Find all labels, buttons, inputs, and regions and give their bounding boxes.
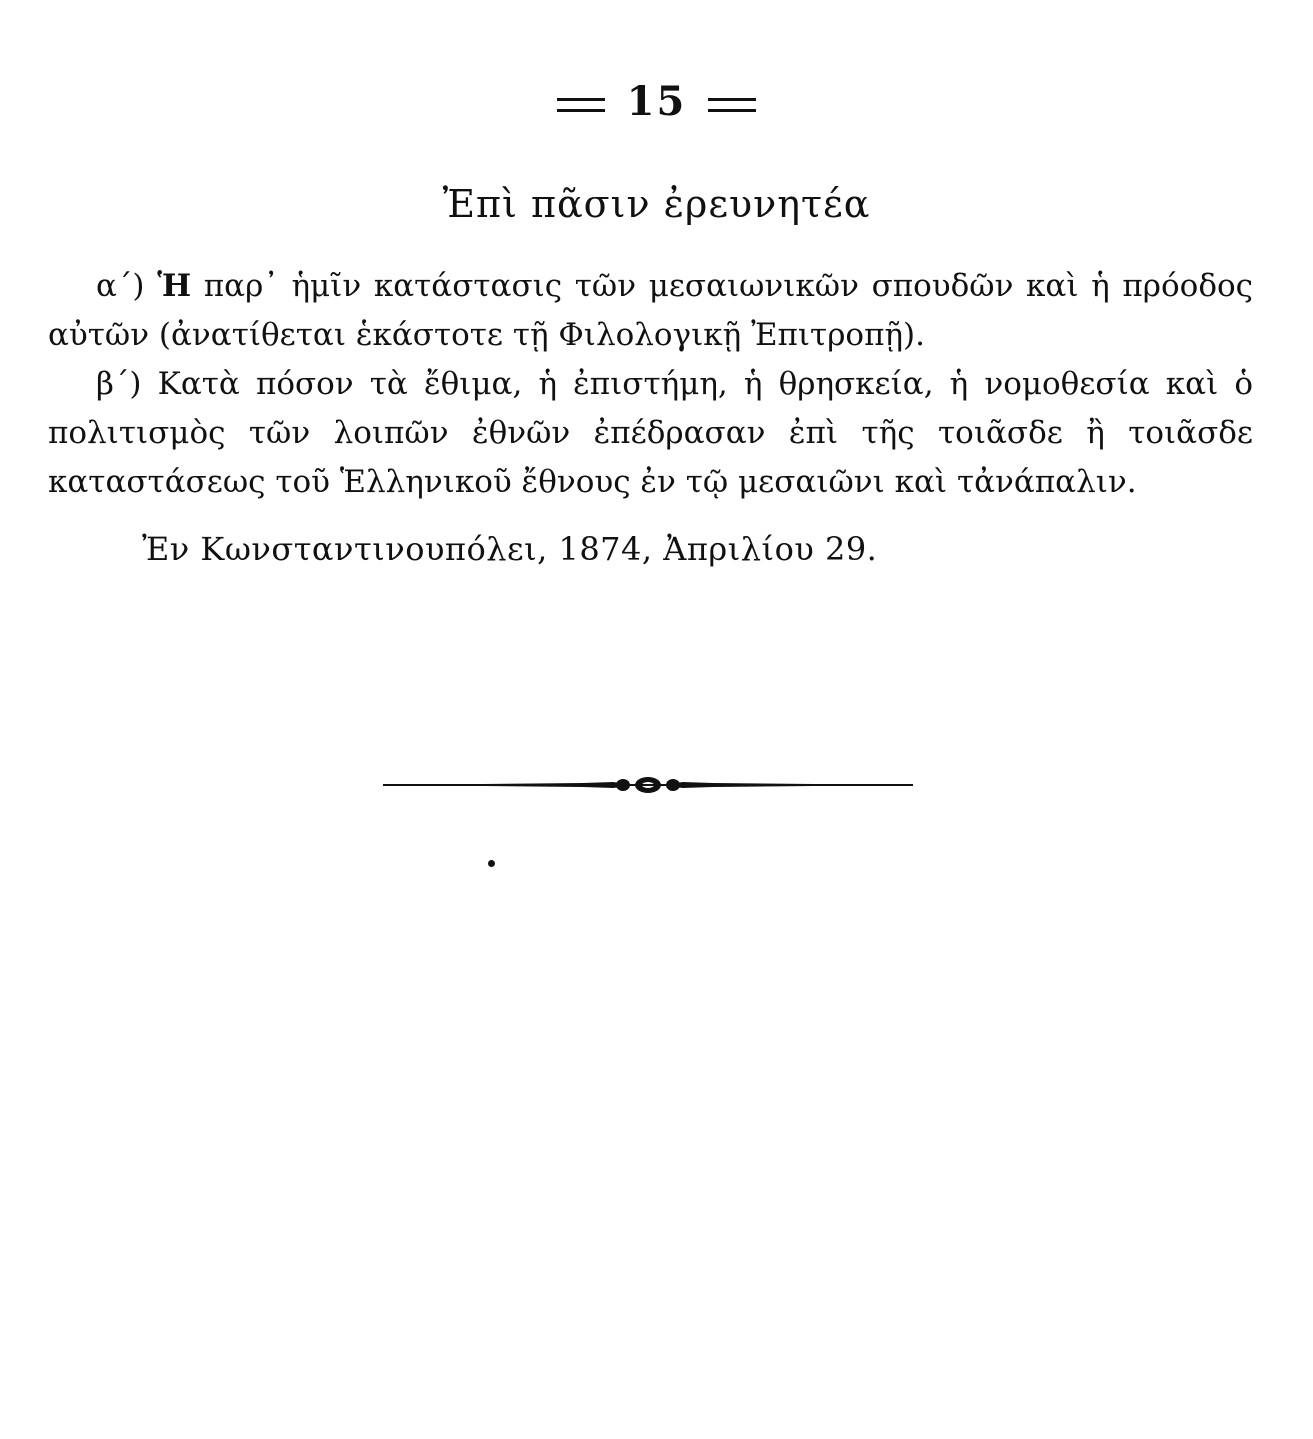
- list-marker: β΄): [96, 366, 142, 402]
- list-item-text: παρ᾽ ἡμῖν κατάστασις τῶν μεσαιωνικῶν σπουδῶν καὶ ἡ πρόοδος αὐτῶν (ἀνατίθεται ἑκάστοτε τῇ Φιλολογικῇ Ἐπιτροπῇ).: [48, 268, 1254, 353]
- page-number-header: [0, 78, 1313, 125]
- list-initial: Ἡ: [157, 268, 192, 304]
- list-item-alpha: [48, 262, 1253, 360]
- ornamental-rule-icon: [383, 772, 913, 798]
- list-marker: α΄): [96, 268, 145, 304]
- list-item-beta: [48, 360, 1253, 507]
- body-text: [48, 262, 1253, 507]
- left-double-rule: [557, 98, 605, 112]
- print-speck: [488, 860, 495, 867]
- section-heading: Ἐπὶ πᾶσιν ἐρευνητέα: [442, 182, 871, 226]
- list-item-text: Κατὰ πόσον τὰ ἔθιμα, ἡ ἐπιστήμη, ἡ θρησκεία, ἡ νομοθεσία καὶ ὁ πολιτισμὸς τῶν λοιπῶν ἐθνῶν ἐπέδρασαν ἐπὶ τῆς τοιᾶσδε ἢ τοιᾶσδε καταστάσεως τοῦ Ἑλληνικοῦ ἔθνους ἐν τῷ μεσαιῶνι καὶ τἀνάπαλιν.: [48, 366, 1254, 500]
- page-number: 15: [626, 78, 687, 125]
- dateline: Ἐν Κωνσταντινουπόλει, 1874, Ἀπριλίου 29.: [142, 530, 878, 568]
- right-double-rule: [708, 98, 756, 112]
